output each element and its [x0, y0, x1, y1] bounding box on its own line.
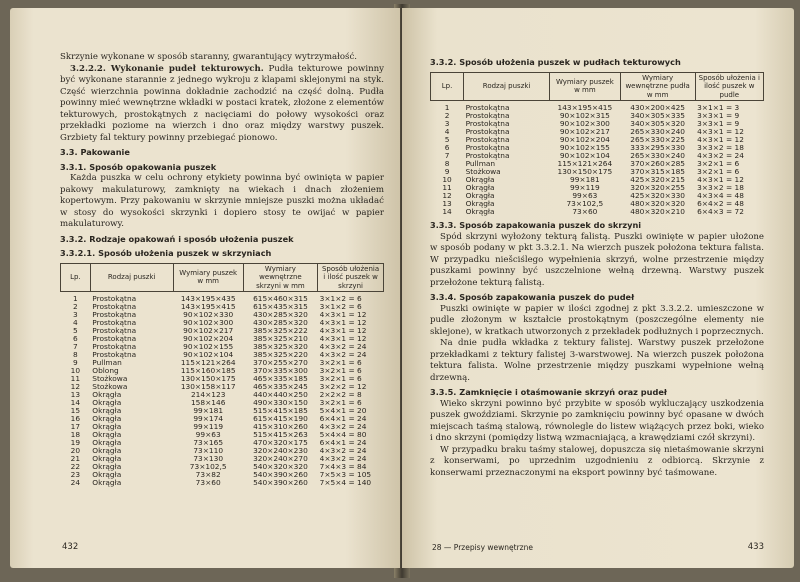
boxes-table [430, 72, 764, 217]
table-cell: 9 [73, 358, 78, 367]
table-cell: Okrągła [92, 478, 122, 487]
table-cell: 143×195×435 [180, 294, 236, 303]
table-cell: 17 [70, 422, 81, 431]
table-cell: 90×102×300 [559, 119, 610, 128]
table-cell: 370×315×185 [630, 167, 685, 176]
table-cell: 615×435×315 [253, 302, 308, 311]
table-cell: 6×4×2 = 48 [697, 199, 744, 208]
table-cell: 3×3×1 = 9 [697, 119, 740, 128]
table-cell: 4×3×4 = 48 [697, 191, 744, 200]
table-cell: Prostokątna [92, 334, 137, 343]
table-cell: Prostokątna [465, 127, 510, 136]
section-heading: 3.3.2. Rodzaje opakowań i sposób ułożenia puszek [60, 233, 294, 244]
section-heading: 3.3.2. Sposób ułożenia puszek w pudłach tekturowych [430, 57, 681, 67]
table-cell: 90×102×104 [559, 151, 610, 160]
table-cell: 3×1×1 = 3 [697, 103, 740, 112]
table-cell: 90×102×217 [559, 127, 610, 136]
table-cell: 3×3×1 = 9 [697, 111, 740, 120]
table-cell: 99×63 [195, 430, 221, 439]
table-cell: 6×4×3 = 72 [697, 207, 744, 216]
section-heading: 3.3.2.1. Sposób ułożenia puszek w skrzyniach [60, 248, 272, 258]
section-heading: 3.3.3. Sposób zapakowania puszek do skrzyni [430, 220, 642, 230]
table-cell: 480×320×210 [630, 207, 685, 216]
table-cell: 3×2×1 = 6 [697, 159, 740, 168]
table-cell: 4 [73, 318, 78, 327]
table-cell: 7 [73, 342, 78, 351]
table-cell: 5×4×1 = 20 [319, 406, 367, 415]
table-row [431, 208, 764, 216]
table-cell: Prostokątna [92, 310, 137, 319]
table-cell: 20 [70, 446, 81, 455]
table-cell: 430×200×425 [630, 103, 685, 112]
table-cell: 73×130 [193, 454, 224, 463]
table-cell: 7×5×4 = 140 [319, 478, 372, 487]
table-cell: 90×102×300 [183, 318, 234, 327]
table-cell: 14 [442, 207, 452, 216]
table-cell: Stożkowa [92, 374, 128, 383]
open-book [2, 4, 798, 578]
table-cell: 3×3×2 = 18 [697, 183, 744, 192]
table-cell: 158×146 [190, 398, 226, 407]
table-cell: 265×330×240 [630, 127, 685, 136]
table-header: Lp. [61, 263, 91, 292]
table-cell: 1 [444, 103, 450, 112]
table-cell: Okrągła [92, 390, 122, 399]
section-heading: 3.3.1. Sposób opakowania puszek [60, 161, 217, 172]
section-text: Wieko skrzyni powinno być przybite w sposób wykluczający uszkodzenia puszek gwoździami. Skrzynie po zamknięciu powinny być opasane w dwóch miejscach taśmą stalową, równolegle do listew wiążących przez boki, wieko i dno skrzyni (pomiędzy listwą wzmacniającą, a krawędziami czół skrzyni). [430, 398, 764, 443]
table-cell: Prostokątna [465, 135, 510, 144]
table-cell: 490×330×150 [253, 398, 308, 407]
table-cell: 10 [442, 175, 452, 184]
table-cell: 90×102×315 [559, 111, 610, 120]
table-header: Lp. [431, 72, 464, 101]
table-cell: Prostokątna [465, 103, 510, 112]
section-text: Pudła tekturowe powinny być wykonane starannie z jednego wykroju z klapami sklejonymi na styk. Część wierzchnia powinna dokładnie zachodzić na część dolną. Pudła powinny mieć wewnętrzne wkładki w postaci kratek, złożone z elementów tekturowych, prostokątnych z nacięciami do połowy wysokości oraz przekładki poziome na wierzch i dno oraz między warstwy puszek. Grzbiety fal tektury powinny przebiegać pionowo. [60, 63, 385, 143]
section-text: Puszki owinięte w papier w ilości zgodnej z pkt 3.3.2.2. umieszczone w pudle złożonym w kształcie prostokątnym (poszczególne elementy nie sklejone), w kratkach utworzonych z przekładek podłużnych i poprzecznych. [430, 303, 764, 337]
table-cell: 515×415×185 [253, 406, 308, 415]
table-cell: 430×285×320 [253, 318, 308, 327]
table-cell: 340×305×335 [630, 111, 685, 120]
table-cell: 615×460×315 [253, 294, 308, 303]
table-cell: Okrągła [465, 199, 495, 208]
table-cell: Okrągła [92, 446, 122, 455]
section-text: Na dnie pudła wkładka z tektury falistej. Warstwy puszek przełożone przekładkami z tektury falistej 3-warstwowej. Na wierzch puszek położona tektura falista. Wolne przestrzenie między puszkami wypełnione wełną drzewną. [430, 338, 764, 383]
table-cell: 214×123 [190, 390, 226, 399]
table-cell: 430×285×320 [253, 310, 308, 319]
table-cell: Okrągła [92, 406, 122, 415]
table-cell: 540×390×260 [253, 470, 308, 479]
section-text: W przypadku braku taśmy stalowej, dopuszcza się nietaśmowanie skrzyni z konserwami, po uprzednim uzgodnieniu z odbiorcą. Skrzynie z konserwami przeznaczonymi na eksport powinny być taśmowane. [430, 444, 764, 478]
table-cell: 3×2×1 = 6 [697, 167, 740, 176]
table-cell: 7×4×3 = 84 [319, 462, 367, 471]
table-cell: 115×160×185 [180, 366, 236, 375]
section-text: Spód skrzyni wyłożony tekturą falistą. Puszki owinięte w papier ułożone w sposób podany w pkt 3.3.2.1. Na wierzch puszek położona tektura falista. W przypadku niešciślego wypełnienia skrzyń, wolne przestrzenie między puszkami powinny być uszczelnione wełną drzewną. Warstwy puszek przełożone tekturą falistą. [430, 231, 764, 288]
table-cell: 16 [70, 414, 81, 423]
table-header: Wymiary puszek w mm [173, 263, 243, 292]
table-cell: Okrągła [92, 470, 122, 479]
table-cell: 320×320×255 [630, 183, 685, 192]
table-cell: 143×195×415 [557, 103, 613, 112]
table-header: Wymiary wewnętrzne pudła w mm [620, 72, 695, 101]
table-cell: 470×320×175 [253, 438, 308, 447]
table-cell: Oblong [92, 366, 119, 375]
table-cell: Prostokątna [465, 143, 510, 152]
table-cell: 130×158×117 [180, 382, 236, 391]
table-cell: 130×150×175 [557, 167, 613, 176]
table-cell: Prostokątna [465, 111, 510, 120]
table-cell: Okrągła [465, 175, 495, 184]
table-cell: Okrągła [465, 191, 495, 200]
table-cell: Stożkowa [465, 167, 501, 176]
table-cell: Pullman [92, 358, 122, 367]
table-cell: 99×174 [193, 414, 224, 423]
table-cell: 73×165 [193, 438, 224, 447]
table-cell: 3 [444, 119, 450, 128]
table-cell: 6×4×1 = 24 [319, 414, 367, 423]
table-cell: 99×119 [570, 183, 600, 192]
table-cell: Okrągła [92, 454, 122, 463]
table-cell: Okrągła [92, 438, 122, 447]
table-cell: 4×3×1 = 12 [319, 318, 367, 327]
table-cell: 73×60 [572, 207, 598, 216]
table-header: Rodzaj puszki [90, 263, 173, 292]
table-cell: 6×4×1 = 24 [319, 438, 367, 447]
table-cell: Prostokątna [92, 350, 137, 359]
table-cell: 3×2×2 = 12 [319, 382, 367, 391]
table-cell: 320×240×230 [253, 446, 308, 455]
table-cell: Okrągła [465, 207, 495, 216]
table-cell: 115×121×264 [180, 358, 236, 367]
table-row [61, 479, 384, 487]
table-cell: 4×3×1 = 12 [697, 127, 744, 136]
table-cell: 6 [444, 143, 450, 152]
table-cell: 370×335×300 [253, 366, 308, 375]
table-cell: 465×335×185 [253, 374, 308, 383]
table-cell: Prostokątna [92, 302, 137, 311]
paragraph: Skrzynie wykonane w sposób staranny, gwarantujący wytrzymałość. [60, 52, 358, 62]
table-cell: 13 [70, 390, 81, 399]
table-cell: 480×320×320 [630, 199, 685, 208]
table-cell: 12 [70, 382, 81, 391]
table-cell: 4×3×2 = 24 [319, 422, 367, 431]
table-cell: 3×2×1 = 6 [319, 398, 362, 407]
table-cell: 19 [70, 438, 81, 447]
table-cell: 333×295×330 [630, 143, 685, 152]
table-cell: 5 [73, 326, 78, 335]
table-cell: 9 [444, 167, 450, 176]
section-heading: 3.3. Pakowanie [60, 147, 130, 157]
table-cell: 4×3×2 = 24 [697, 151, 744, 160]
table-cell: 515×415×263 [253, 430, 308, 439]
section-heading: 3.3.4. Sposób zapakowania puszek do pudeł [430, 292, 635, 302]
table-cell: 7×5×3 = 105 [319, 470, 372, 479]
table-cell: 12 [442, 191, 452, 200]
table-cell: 3×1×2 = 6 [319, 302, 362, 311]
table-cell: 21 [70, 454, 81, 463]
table-cell: 615×415×190 [253, 414, 308, 423]
table-cell: 8 [444, 159, 450, 168]
table-cell: Okrągła [465, 183, 495, 192]
table-header: Sposób ułożenia i ilość puszek w pudle [695, 72, 763, 101]
table-cell: Okrągła [92, 462, 122, 471]
table-cell: 8 [73, 350, 78, 359]
table-cell: 3×1×2 = 6 [319, 294, 362, 303]
right-page [402, 8, 794, 568]
section-heading: 3.3.5. Zamknięcie i otaśmowanie skrzyń oraz pudeł [430, 387, 667, 397]
table-cell: 370×260×285 [630, 159, 685, 168]
table-cell: 4 [444, 127, 450, 136]
section-3222 [60, 64, 384, 145]
table-cell: 4×3×1 = 12 [319, 326, 367, 335]
table-cell: 3 [73, 310, 78, 319]
section-heading: 3.2.2.2. Wykonanie pudeł tekturowych. [70, 63, 264, 74]
table-cell: 440×440×250 [253, 390, 308, 399]
table-cell: 4×3×2 = 24 [319, 446, 367, 455]
table-cell: 5 [444, 135, 450, 144]
table-cell: 415×310×260 [253, 422, 308, 431]
table-cell: 4×3×1 = 12 [319, 334, 367, 343]
table-cell: 73×102,5 [566, 199, 604, 208]
table-cell: 465×335×245 [253, 382, 308, 391]
table-cell: 73×60 [195, 478, 221, 487]
table-cell: 23 [70, 470, 81, 479]
table-cell: 73×102,5 [189, 462, 227, 471]
table-cell: 4×3×2 = 24 [319, 342, 367, 351]
table-cell: 2×2×2 = 8 [319, 390, 362, 399]
table-cell: 425×320×330 [630, 191, 685, 200]
table-cell: Prostokątna [465, 119, 510, 128]
table-header: Wymiary puszek w mm [550, 72, 621, 101]
table-cell: 265×330×225 [630, 135, 685, 144]
table-cell: 14 [70, 398, 81, 407]
table-cell: 4×3×1 = 12 [697, 175, 744, 184]
table-cell: 99×181 [570, 175, 600, 184]
table-cell: 540×390×260 [253, 478, 308, 487]
table-cell: 340×305×320 [630, 119, 685, 128]
table-cell: 24 [70, 478, 81, 487]
table-cell: Prostokątna [92, 294, 137, 303]
table-cell: 4×3×1 = 12 [319, 310, 367, 319]
table-cell: 4×3×1 = 12 [697, 135, 744, 144]
table-cell: 130×150×175 [180, 374, 236, 383]
table-cell: 115×121×264 [557, 159, 613, 168]
page-number: 433 [747, 542, 764, 552]
table-cell: 385×325×222 [253, 326, 308, 335]
table-cell: 370×255×270 [253, 358, 308, 367]
table-cell: 385×325×220 [253, 350, 308, 359]
table-cell: 5×4×4 = 80 [319, 430, 367, 439]
table-header: Wymiary wewnętrzne skrzyni w mm [243, 263, 317, 292]
table-cell: 73×110 [193, 446, 224, 455]
table-cell: 385×325×210 [253, 334, 308, 343]
table-cell: 3×3×2 = 18 [697, 143, 744, 152]
table-cell: 320×240×270 [253, 454, 308, 463]
table-cell: 99×63 [572, 191, 598, 200]
table-cell: 15 [70, 406, 81, 415]
section-text: Każda puszka w celu ochrony etykiety powinna być owinięta w papier pakowy makulaturowy, zamknięty na wiekach i dnach złożeniem kopertowym. Przy pakowaniu w skrzynie mniejsze puszki można układać w stosy do wysokości skrzynki i dopiero stosy te owijać w papier makulaturowy. [60, 173, 384, 229]
table-cell: 265×330×240 [630, 151, 685, 160]
table-cell: 3×2×1 = 6 [319, 366, 362, 375]
table-cell: 90×102×204 [559, 135, 610, 144]
table-cell: 13 [442, 199, 452, 208]
table-cell: 2 [444, 111, 450, 120]
table-cell: 4×3×2 = 24 [319, 350, 367, 359]
table-cell: 143×195×415 [180, 302, 236, 311]
table-cell: Stożkowa [92, 382, 128, 391]
table-cell: Okrągła [92, 414, 122, 423]
table-cell: Prostokątna [92, 318, 137, 327]
table-cell: 10 [70, 366, 81, 375]
left-page [10, 8, 400, 568]
table-cell: 1 [73, 294, 78, 303]
table-header: Sposób ułożenia i ilość puszek w skrzyni [318, 263, 384, 292]
table-cell: 90×102×155 [183, 342, 234, 351]
table-cell: 385×325×320 [253, 342, 308, 351]
table-cell: Pullman [465, 159, 496, 168]
table-cell: 3×2×1 = 6 [319, 358, 362, 367]
table-cell: Prostokątna [465, 151, 510, 160]
table-cell: Prostokątna [92, 342, 137, 351]
table-cell: 2 [73, 302, 78, 311]
table-cell: 22 [70, 462, 81, 471]
page-footer: 28 — Przepisy wewnętrzne [432, 543, 533, 552]
table-cell: 90×102×155 [559, 143, 610, 152]
table-cell: 90×102×217 [183, 326, 234, 335]
table-cell: 540×320×320 [253, 462, 308, 471]
table-cell: 90×102×330 [183, 310, 234, 319]
table-cell: 3×2×1 = 6 [319, 374, 362, 383]
table-cell: 90×102×104 [183, 350, 234, 359]
table-cell: 18 [70, 430, 81, 439]
table-cell: 99×181 [193, 406, 224, 415]
table-cell: Prostokątna [92, 326, 137, 335]
table-cell: Okrągła [92, 398, 122, 407]
table-cell: 7 [444, 151, 450, 160]
table-cell: 11 [70, 374, 81, 383]
table-header: Rodzaj puszki [464, 72, 550, 101]
table-cell: 6 [73, 334, 78, 343]
page-number: 432 [62, 542, 79, 552]
table-cell: 90×102×204 [183, 334, 234, 343]
table-cell: 73×82 [195, 470, 221, 479]
table-cell: 11 [442, 183, 452, 192]
table-cell: 4×3×2 = 24 [319, 454, 367, 463]
table-cell: 99×119 [193, 422, 224, 431]
crates-table [60, 263, 384, 488]
table-cell: Okrągła [92, 422, 122, 431]
table-cell: 425×320×215 [630, 175, 685, 184]
table-cell: Okrągła [92, 430, 122, 439]
